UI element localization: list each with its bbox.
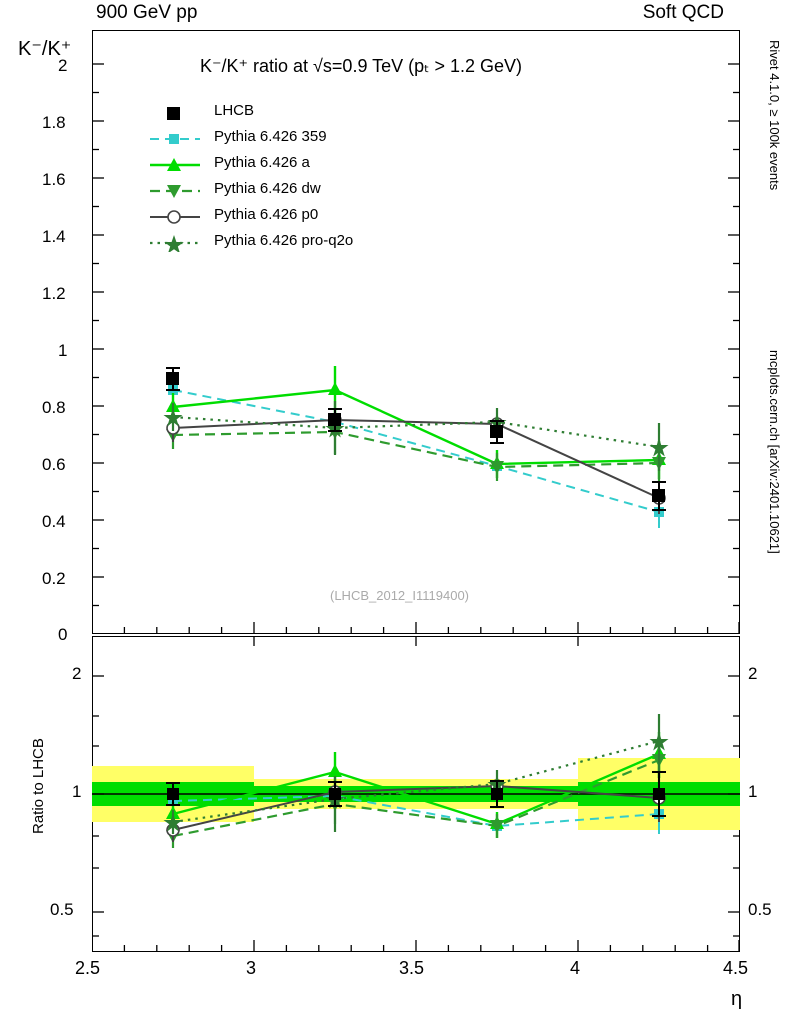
xaxis-label: η [731,988,743,1010]
legend-item-proq2o[interactable] [148,230,448,256]
ratio-ytick-right-0: 0.5 [748,900,772,919]
legend-item-dw[interactable] [148,178,448,204]
legend-marker-359 [148,130,204,148]
legend-label-lhcb: LHCB [214,102,255,119]
xtick-2: 3.5 [399,958,425,978]
main-ytick-4: 0.8 [42,398,66,417]
legend-marker-a [148,156,204,174]
ratio-ytick-0: 0.5 [50,900,74,919]
legend-label-p0: Pythia 6.426 p0 [214,206,319,223]
main-ytick-1: 0.2 [42,569,66,588]
legend-marker-dw [148,182,204,200]
main-ytick-8: 1.6 [42,170,66,189]
legend-item-p0[interactable] [148,204,448,230]
side-top-label-wrap [768,40,786,340]
legend-marker-p0 [148,208,204,226]
main-ytick-0: 0 [58,625,68,644]
legend-marker-lhcb [148,104,204,122]
legend-item-lhcb[interactable] [148,100,448,126]
xtick-3: 4 [570,958,581,978]
xtick-0: 2.5 [75,958,101,978]
main-ytick-10: 2 [58,56,68,75]
main-ytick-5: 1 [58,341,68,360]
xtick-1: 3 [246,958,257,978]
main-ytick-3: 0.6 [42,455,66,474]
ratio-plot-canvas [92,636,740,952]
main-ytick-6: 1.2 [42,284,66,303]
legend-marker-proq2o [148,234,204,252]
ratio-ytick-right-2: 2 [748,664,758,683]
ratio-ytick-2: 2 [72,664,82,683]
legend [148,100,448,256]
dataset-watermark: (LHCB_2012_I1119400) [330,588,470,603]
side-bottom-label-wrap [768,350,786,650]
main-title: K⁻/K⁺ ratio at √s=0.9 TeV (pₜ > 1.2 GeV) [200,56,523,76]
main-ytick-9: 1.8 [42,113,66,132]
legend-label-proq2o: Pythia 6.426 pro-q2o [214,232,354,249]
legend-label-a: Pythia 6.426 a [214,154,310,171]
main-ylabel: K⁻/K⁺ [18,38,72,60]
main-ytick-7: 1.4 [42,227,66,246]
ratio-ytick-right-1: 1 [748,782,758,801]
ratio-ylabel: Ratio to LHCB [30,738,47,834]
ratio-ytick-1: 1 [72,782,82,801]
side-top-label: Rivet 4.1.0, ≥ 100k events [767,40,782,191]
legend-label-dw: Pythia 6.426 dw [214,180,321,197]
xtick-4: 4.5 [723,958,749,978]
side-bottom-label: mcplots.cern.ch [arXiv:2401.10621] [767,350,782,554]
header-right-label: Soft QCD [642,2,724,23]
header-left-label: 900 GeV pp [96,2,198,23]
main-ytick-2: 0.4 [42,512,66,531]
legend-item-a[interactable] [148,152,448,178]
legend-label-359: Pythia 6.426 359 [214,128,327,145]
legend-item-359[interactable] [148,126,448,152]
